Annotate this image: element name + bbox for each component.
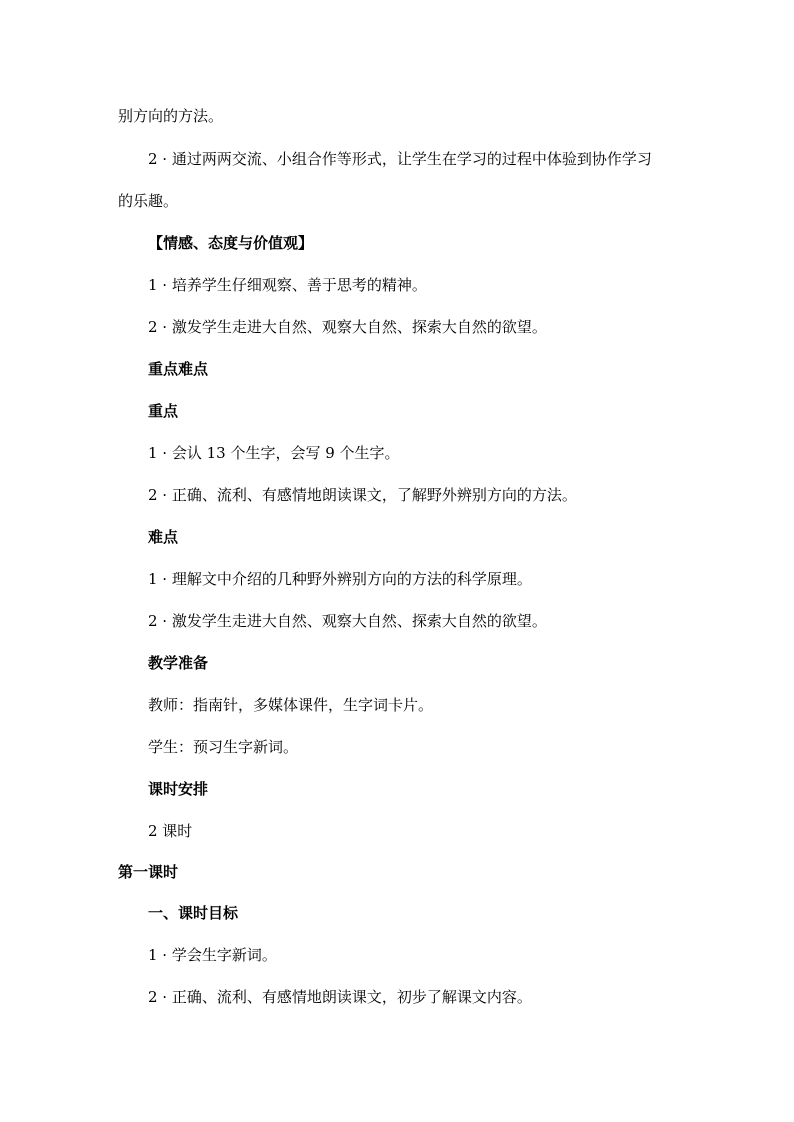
paragraph-item: 1 · 学会生字新词。	[148, 946, 277, 964]
section-heading: 课时安排	[148, 780, 209, 798]
section-heading: 重点难点	[148, 360, 209, 378]
section-heading: 【情感、态度与价值观】	[148, 234, 314, 252]
paragraph-item: 2 · 激发学生走进大自然、观察大自然、探索大自然的欲望。	[148, 612, 547, 630]
paragraph-item: 2 · 正确、流利、有感情地朗读课文，了解野外辨别方向的方法。	[148, 486, 577, 504]
paragraph-continuation: 别方向的方法。	[118, 107, 224, 125]
paragraph-item: 2 课时	[148, 822, 193, 840]
section-heading: 教学准备	[148, 654, 209, 672]
paragraph-item: 2 · 通过两两交流、小组合作等形式，让学生在学习的过程中体验到协作学习	[148, 150, 652, 168]
paragraph-item: 2 · 正确、流利、有感情地朗读课文，初步了解课文内容。	[148, 988, 532, 1006]
subsection-heading: 重点	[148, 402, 179, 420]
paragraph-item: 2 · 激发学生走进大自然、观察大自然、探索大自然的欲望。	[148, 318, 547, 336]
paragraph-item: 教师：指南针，多媒体课件，生字词卡片。	[148, 696, 434, 714]
section-heading: 一、课时目标	[148, 904, 239, 922]
paragraph-continuation: 的乐趣。	[118, 192, 179, 210]
paragraph-item: 1 · 理解文中介绍的几种野外辨别方向的方法的科学原理。	[148, 570, 532, 588]
paragraph-item: 学生：预习生字新词。	[148, 738, 299, 756]
subsection-heading: 难点	[148, 528, 179, 546]
paragraph-item: 1 · 会认 13 个生字，会写 9 个生字。	[148, 444, 400, 462]
chapter-heading: 第一课时	[118, 863, 179, 881]
paragraph-item: 1 · 培养学生仔细观察、善于思考的精神。	[148, 276, 427, 294]
